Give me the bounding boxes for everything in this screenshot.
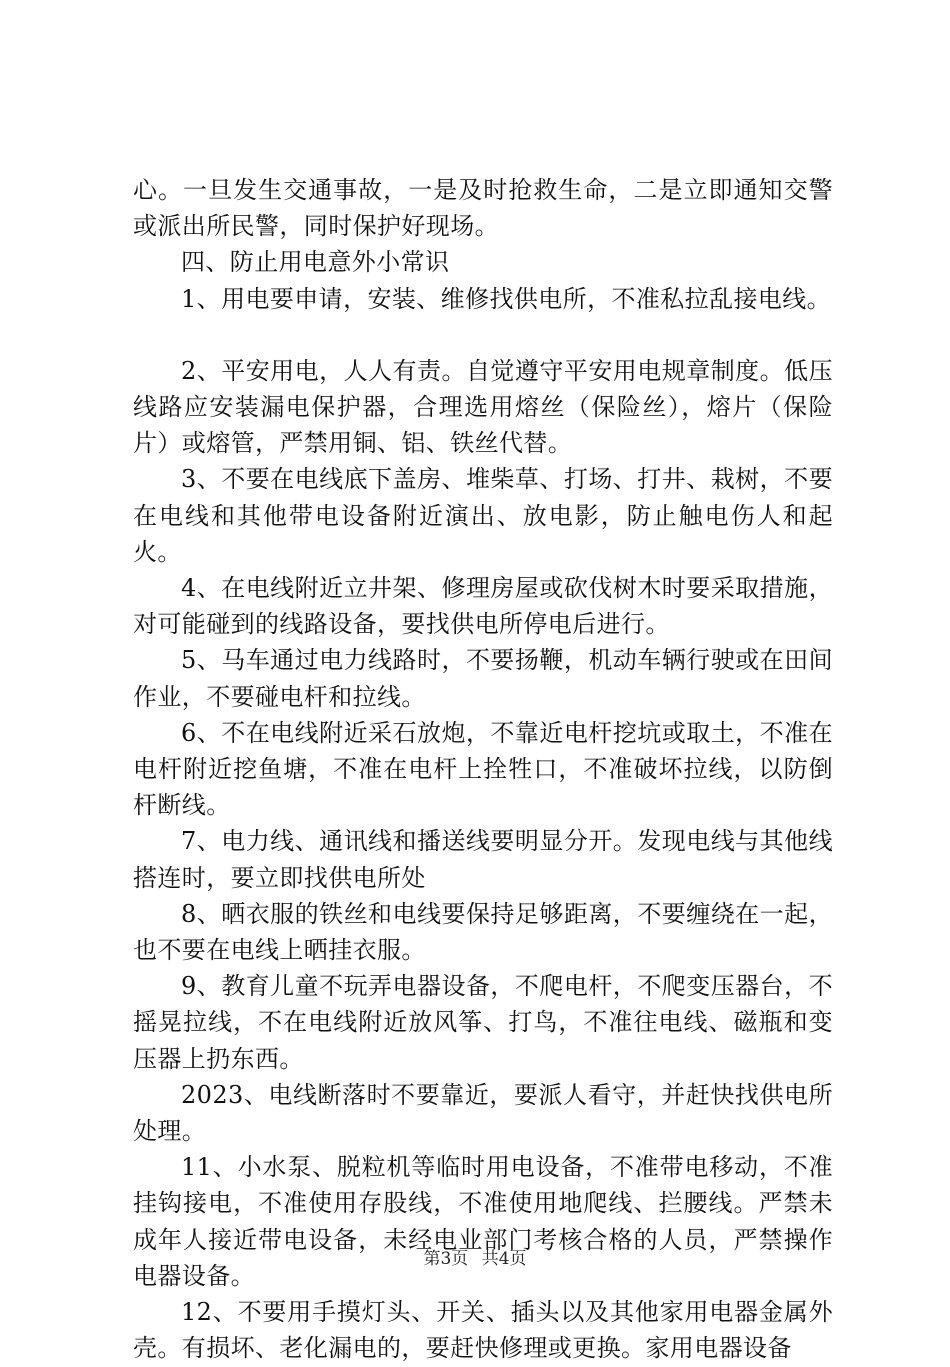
paragraph-item-7: 7、电力线、通讯线和播送线要明显分开。发现电线与其他线搭连时，要立即找供电所处 (133, 827, 833, 892)
body-text (133, 172, 833, 1367)
paragraph-item-4: 4、在电线附近立井架、修理房屋或砍伐树木时要采取措施，对可能碰到的线路设备，要找供电所停电后进行。 (133, 574, 833, 639)
paragraph-item-10: 2023、电线断落时不要靠近，要派人看守，并赶快找供电所处理。 (133, 1080, 833, 1146)
page-footer (0, 1244, 950, 1269)
paragraph-item-12: 12、不要用手摸灯头、开关、插头以及其他家用电器金属外壳。有损坏、老化漏电的，要赶快修理或更换。家用电器设备 (133, 1298, 833, 1363)
paragraph-item-2: 2、平安用电，人人有责。自觉遵守平安用电规章制度。低压线路应安装漏电保护器，合理选用熔丝（保险丝），熔片（保险片）或熔管，严禁用铜、铝、铁丝代替。 (133, 356, 833, 458)
page-total: 共4页 (481, 1249, 527, 1269)
paragraph-continuation: 心。一旦发生交通事故，一是及时抢救生命，二是立即通知交警或派出所民警，同时保护好现场。 (133, 176, 833, 241)
page-number: 第3页 (423, 1249, 469, 1269)
section-heading: 四、防止用电意外小常识 (181, 248, 450, 277)
paragraph-item-1: 1、用电要申请，安装、维修找供电所，不准私拉乱接电线。 (181, 284, 832, 313)
paragraph-item-8: 8、晒衣服的铁丝和电线要保持足够距离，不要缠绕在一起，也不要在电线上晒挂衣服。 (133, 899, 833, 965)
paragraph-item-5: 5、马车通过电力线路时，不要扬鞭，机动车辆行驶或在田间作业，不要碰电杆和拉线。 (133, 646, 833, 711)
paragraph-item-3: 3、不要在电线底下盖房、堆柴草、打场、打井、栽树，不要在电线和其他带电设备附近演出、放电影，防止触电伤人和起火。 (133, 465, 833, 566)
paragraph-item-9: 9、教育儿童不玩弄电器设备，不爬电杆，不爬变压器台，不摇晃拉线，不在电线附近放风筝、打鸟，不准往电线、磁瓶和变压器上扔东西。 (133, 972, 833, 1073)
paragraph-item-6: 6、不在电线附近采石放炮，不靠近电杆挖坑或取土，不准在电杆附近挖鱼塘，不准在电杆上拴牲口，不准破坏拉线，以防倒杆断线。 (133, 718, 833, 820)
paragraph-item-11: 11、小水泵、脱粒机等临时用电设备，不准带电移动，不准挂钩接电，不准使用存股线，不准使用地爬线、拦腰线。严禁未成年人接近带电设备，未经电业部门考核合格的人员，严禁操作电器设备。 (133, 1153, 833, 1290)
